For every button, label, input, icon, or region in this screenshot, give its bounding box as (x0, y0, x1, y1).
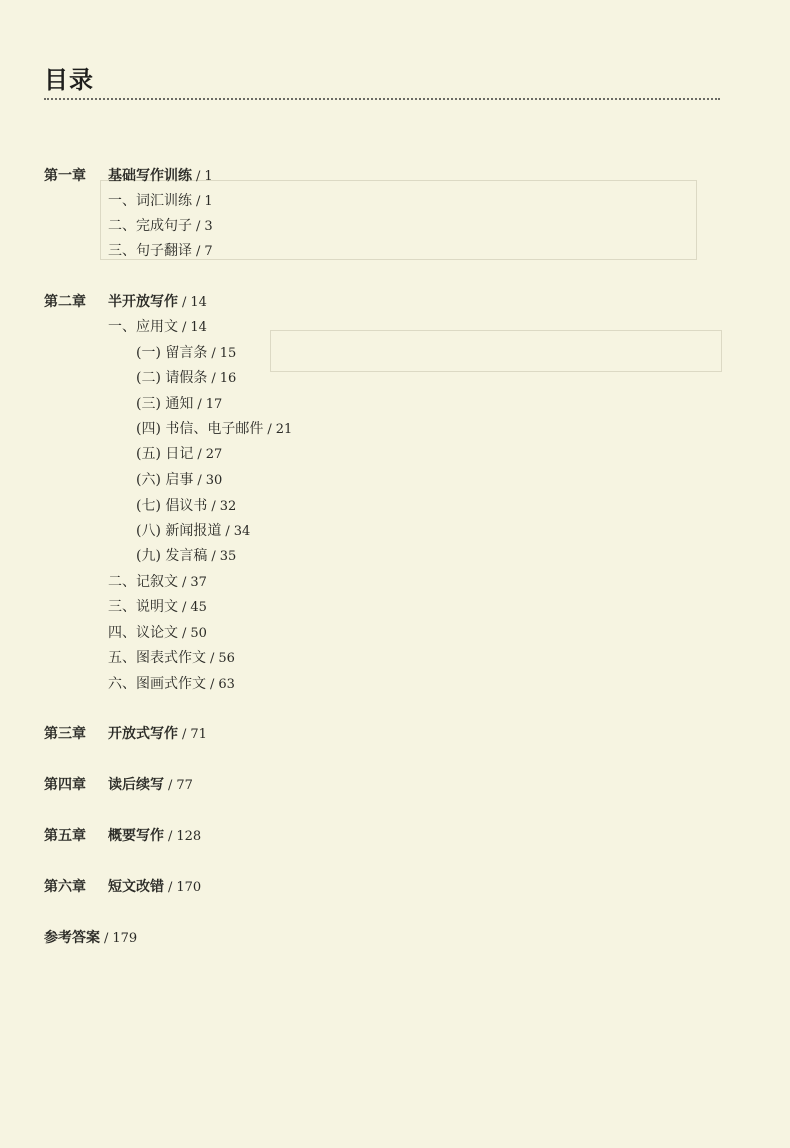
chapter-title: 半开放写作 (108, 294, 178, 310)
page-separator: / (182, 320, 187, 335)
page-separator: / (196, 219, 201, 234)
toc-section[interactable] (108, 573, 207, 592)
page-number: 30 (205, 473, 223, 488)
page-separator: / (211, 549, 216, 564)
toc-chapter-5[interactable] (44, 827, 201, 846)
toc-subsection[interactable] (136, 522, 250, 541)
toc-subsection[interactable] (136, 497, 236, 516)
page-number: 45 (190, 600, 207, 615)
page-separator: / (225, 524, 230, 539)
subsection-label: (七) 倡议书 (136, 498, 208, 514)
title-divider (44, 98, 720, 100)
chapter-title: 开放式写作 (108, 726, 178, 742)
page-separator: / (210, 651, 215, 666)
section-label: 一、应用文 (108, 319, 178, 335)
chapter-title: 概要写作 (108, 828, 164, 844)
page-number: 56 (218, 651, 235, 666)
page-number: 170 (176, 880, 202, 895)
toc-subsection[interactable] (136, 369, 236, 388)
page-separator: / (182, 600, 187, 615)
page-separator: / (196, 244, 201, 259)
page-separator: / (104, 931, 109, 946)
page-separator: / (182, 575, 187, 590)
toc-chapter-1[interactable] (44, 167, 213, 186)
toc-subsection[interactable] (136, 547, 236, 566)
toc-subsection[interactable] (136, 445, 222, 464)
page-number: 1 (204, 194, 213, 209)
page-separator: / (210, 677, 215, 692)
page-number: 34 (233, 524, 251, 539)
toc-subsection[interactable] (136, 420, 292, 439)
page-separator: / (196, 169, 201, 184)
page-separator: / (196, 194, 201, 209)
section-label: 三、说明文 (108, 599, 178, 615)
page-number: 35 (219, 549, 237, 564)
page-number: 7 (204, 244, 213, 259)
toc-section[interactable] (108, 242, 213, 261)
page-number: 27 (205, 447, 223, 462)
page-number: 17 (205, 397, 223, 412)
toc-subsection[interactable] (136, 344, 236, 363)
page-number: 128 (176, 829, 202, 844)
section-label: 五、图表式作文 (108, 650, 206, 666)
toc-chapter-3[interactable] (44, 725, 207, 744)
section-label: 一、词汇训练 (108, 193, 192, 209)
subsection-label: (三) 通知 (136, 396, 194, 412)
page-number: 71 (190, 727, 207, 742)
page-separator: / (197, 447, 202, 462)
chapter-number: 第五章 (44, 828, 86, 844)
page-separator: / (197, 473, 202, 488)
section-label: 四、议论文 (108, 625, 178, 641)
toc-subsection[interactable] (136, 471, 222, 490)
subsection-label: (九) 发言稿 (136, 548, 208, 564)
section-label: 六、图画式作文 (108, 676, 206, 692)
page-number: 15 (219, 346, 237, 361)
section-label: 三、句子翻译 (108, 243, 192, 259)
subsection-label: (五) 日记 (136, 446, 194, 462)
page-separator: / (267, 422, 272, 437)
page-number: 1 (204, 169, 213, 184)
page-number: 32 (219, 499, 237, 514)
chapter-number: 第三章 (44, 726, 86, 742)
section-label: 二、记叙文 (108, 574, 178, 590)
appendix-title: 参考答案 (44, 930, 100, 946)
page-number: 63 (218, 677, 235, 692)
page-number: 21 (275, 422, 293, 437)
toc-section[interactable] (108, 675, 235, 694)
section-label: 二、完成句子 (108, 218, 192, 234)
page-separator: / (211, 346, 216, 361)
page-number: 77 (176, 778, 193, 793)
page-number: 50 (190, 626, 207, 641)
page-separator: / (211, 499, 216, 514)
toc-chapter-4[interactable] (44, 776, 193, 795)
page-number: 14 (190, 295, 207, 310)
toc-section[interactable] (108, 649, 235, 668)
toc-section[interactable] (108, 318, 207, 337)
subsection-label: (八) 新闻报道 (136, 523, 222, 539)
page-separator: / (182, 626, 187, 641)
subsection-label: (六) 启事 (136, 472, 194, 488)
bleed-through-box (270, 330, 722, 372)
toc-section[interactable] (108, 624, 207, 643)
toc-appendix-answers[interactable] (44, 929, 137, 948)
page-number: 179 (112, 931, 138, 946)
chapter-number: 第四章 (44, 777, 86, 793)
toc-chapter-6[interactable] (44, 878, 201, 897)
chapter-number: 第一章 (44, 168, 86, 184)
subsection-label: (一) 留言条 (136, 345, 208, 361)
page-title: 目录 (44, 66, 94, 94)
chapter-title: 短文改错 (108, 879, 164, 895)
page-separator: / (197, 397, 202, 412)
chapter-number: 第六章 (44, 879, 86, 895)
page-number: 14 (190, 320, 207, 335)
page-separator: / (182, 295, 187, 310)
toc-subsection[interactable] (136, 395, 222, 414)
page-separator: / (211, 371, 216, 386)
chapter-number: 第二章 (44, 294, 86, 310)
page-separator: / (182, 727, 187, 742)
toc-section[interactable] (108, 217, 213, 236)
subsection-label: (二) 请假条 (136, 370, 208, 386)
toc-section[interactable] (108, 598, 207, 617)
page-separator: / (168, 880, 173, 895)
page-number: 37 (190, 575, 207, 590)
subsection-label: (四) 书信、电子邮件 (136, 421, 264, 437)
page-separator: / (168, 829, 173, 844)
chapter-title: 基础写作训练 (108, 168, 192, 184)
page-separator: / (168, 778, 173, 793)
toc-chapter-2[interactable] (44, 293, 207, 312)
chapter-title: 读后续写 (108, 777, 164, 793)
page-number: 3 (204, 219, 213, 234)
page-number: 16 (219, 371, 237, 386)
toc-section[interactable] (108, 192, 213, 211)
